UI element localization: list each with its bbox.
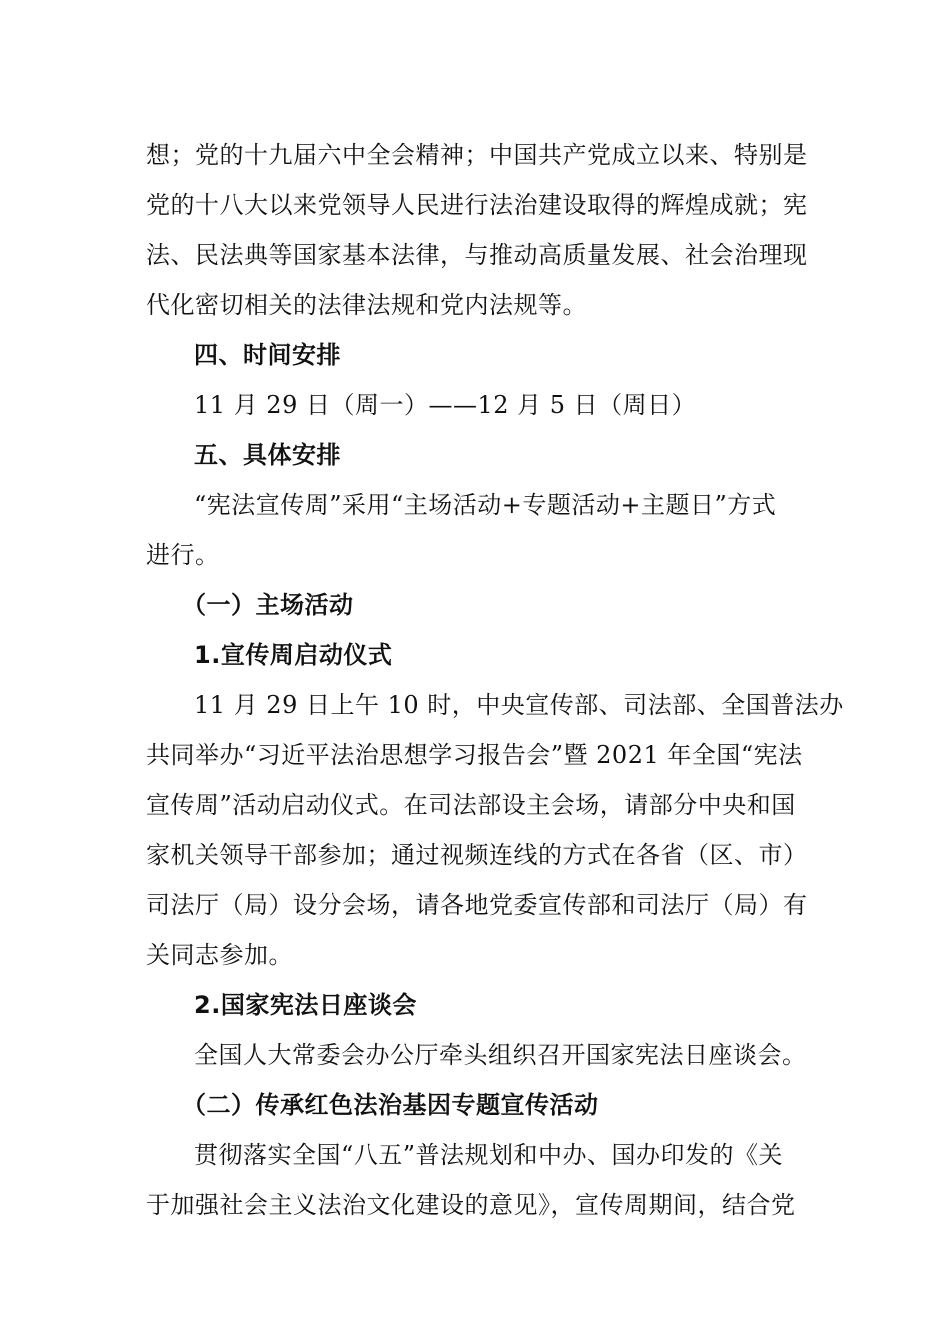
subsection-heading-main-activity: （一）主场活动	[182, 591, 354, 619]
text-line: 代化密切相关的法律法规和党内法规等。	[146, 291, 587, 319]
document-body	[146, 130, 844, 1230]
text-line: 法、民法典等国家基本法律，与推动高质量发展、社会治理现	[146, 241, 808, 269]
text-line: 11 月 29 日（周一）——12 月 5 日（周日）	[194, 391, 697, 419]
section-heading-schedule: 四、时间安排	[194, 341, 341, 369]
text-line: 宣传周”活动启动仪式。在司法部设主会场，请部分中央和国	[146, 791, 796, 819]
paragraph-intro-continued	[146, 130, 808, 330]
text-line: 想；党的十九届六中全会精神；中国共产党成立以来、特别是	[146, 141, 808, 169]
subsection-heading-red-legal-gene: （二）传承红色法治基因专题宣传活动	[182, 1091, 599, 1119]
text-line: 于加强社会主义法治文化建设的意见》，宣传周期间，结合党	[146, 1191, 796, 1219]
text-line: “宪法宣传周”采用“主场活动+专题活动+主题日”方式	[194, 491, 777, 519]
paragraph-symposium	[146, 1030, 808, 1080]
text-line: 进行。	[146, 541, 220, 569]
text-line: 家机关领导干部参加；通过视频连线的方式在各省（区、市）	[146, 841, 808, 869]
paragraph-time-range	[146, 380, 808, 430]
text-line: 11 月 29 日上午 10 时，中央宣传部、司法部、全国普法办	[194, 691, 844, 719]
item-heading-symposium: 2.国家宪法日座谈会	[194, 991, 417, 1019]
item-heading-launch-ceremony: 1.宣传周启动仪式	[194, 641, 393, 669]
paragraph-red-legal-gene	[146, 1130, 808, 1230]
section-heading-arrangement: 五、具体安排	[194, 441, 341, 469]
text-line: 党的十八大以来党领导人民进行法治建设取得的辉煌成就；宪	[146, 191, 808, 219]
text-line: 关同志参加。	[146, 941, 293, 969]
text-line: 共同举办“习近平法治思想学习报告会”暨 2021 年全国“宪法	[146, 741, 803, 769]
paragraph-format	[146, 480, 808, 580]
paragraph-launch-ceremony	[146, 680, 844, 980]
text-line: 司法厅（局）设分会场，请各地党委宣传部和司法厅（局）有	[146, 891, 808, 919]
text-line: 贯彻落实全国“八五”普法规划和中办、国办印发的《关	[194, 1141, 784, 1169]
text-line: 全国人大常委会办公厅牵头组织召开国家宪法日座谈会。	[194, 1041, 807, 1069]
